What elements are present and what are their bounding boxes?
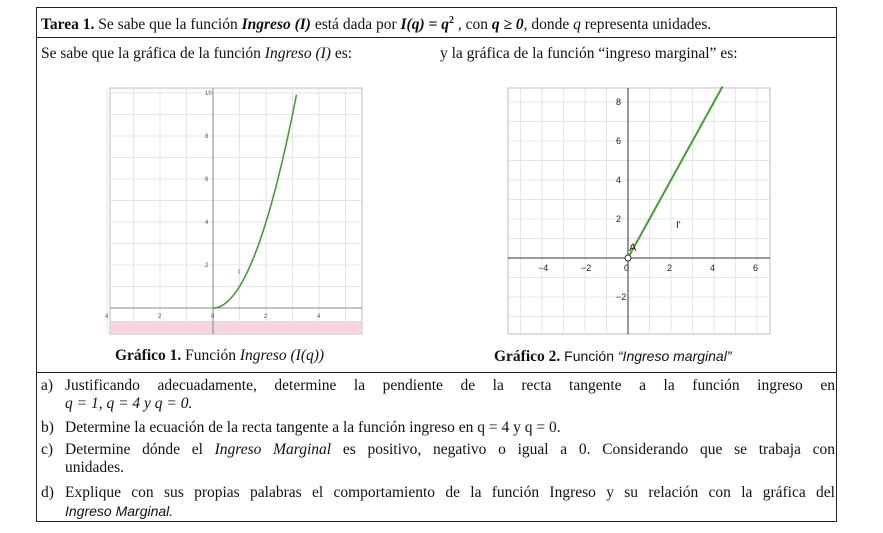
graph2-x-tick: 4 bbox=[710, 263, 716, 273]
condition: q ≥ 0 bbox=[491, 16, 524, 34]
graph1-x-tick: 2 bbox=[158, 314, 162, 320]
graph1-y-tick: 10 bbox=[205, 91, 212, 97]
formula: I(q) = q bbox=[400, 16, 449, 34]
divider-header bbox=[36, 37, 837, 38]
graph1-y-tick: 4 bbox=[205, 220, 209, 226]
task-label: Tarea 1. bbox=[41, 16, 95, 34]
graph2-y-tick: 6 bbox=[616, 136, 622, 146]
graph2-y-tick: 4 bbox=[616, 175, 622, 185]
graph2-x-tick: 6 bbox=[753, 263, 759, 273]
graph2-intro: y la gráfica de la función “ingreso marginal” es: bbox=[440, 45, 738, 62]
graph1-x-tick: 2 bbox=[264, 314, 268, 320]
graph2-point-label: A bbox=[629, 242, 637, 254]
graph1-x-tick: 0 bbox=[211, 314, 215, 320]
graph2-point-a bbox=[625, 255, 631, 261]
graph2-y-tick: −2 bbox=[616, 292, 627, 302]
graph2-x-tick: 2 bbox=[667, 263, 673, 273]
graph1-ingreso bbox=[105, 88, 362, 334]
task-statement: Tarea 1. Se sabe que la función Ingreso (I) está dada por $I(q) = q^2$ , con q ≥ 0, donde q representa unidades. bbox=[41, 15, 712, 34]
divider-graphs bbox=[36, 372, 837, 373]
graph1-y-tick: 8 bbox=[205, 134, 209, 140]
graph2-ingreso-marginal bbox=[508, 88, 770, 334]
graph1-band bbox=[111, 321, 361, 333]
graph1-x-tick: 4 bbox=[105, 314, 109, 320]
graph2-x-tick: −4 bbox=[538, 263, 549, 273]
graph2-line-label: I' bbox=[676, 220, 681, 231]
graph2-x-tick: −2 bbox=[581, 263, 592, 273]
graph2-y-tick: 2 bbox=[616, 214, 622, 224]
graph1-intro: Se sabe que la gráfica de la función Ingreso (I) es: bbox=[41, 45, 353, 62]
graph2-caption: Gráfico 2. Función “Ingreso marginal” bbox=[494, 348, 732, 365]
graph1-y-tick: 6 bbox=[205, 177, 209, 183]
graph1-curve-label: I bbox=[238, 269, 240, 276]
graph2-y-tick: 8 bbox=[616, 97, 622, 107]
graph1-x-tick: 4 bbox=[317, 314, 321, 320]
graph2-x-tick: 0 bbox=[624, 263, 630, 273]
graph1-caption: Gráfico 1. Función Ingreso (I(q)) bbox=[115, 347, 325, 364]
graph1-y-tick: 2 bbox=[205, 263, 209, 269]
